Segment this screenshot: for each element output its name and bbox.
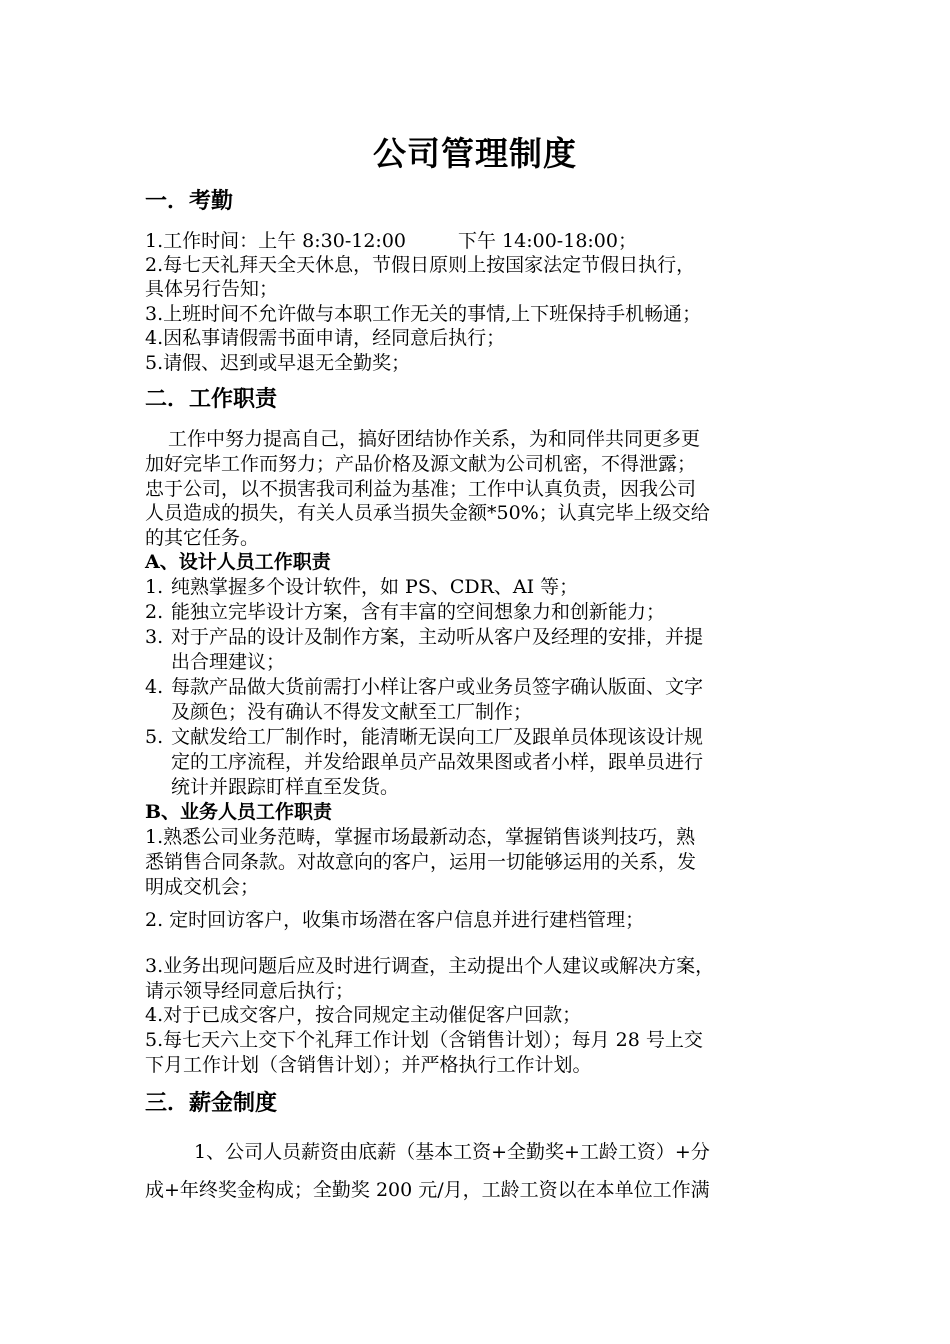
duties-paragraph-line-5: 的其它任务。	[145, 527, 260, 549]
sales-duty-1-line-2: 悉销售合同条款。对故意向的客户，运用一切能够运用的关系，发	[145, 851, 697, 873]
section-heading-salary: 三．薪金制度	[145, 1090, 278, 1116]
designer-duty-5-line-3: 统计并跟踪盯样直至发货。	[171, 776, 400, 798]
duties-paragraph-line-3: 忠于公司，以不损害我司利益为基准；工作中认真负责，因我公司	[145, 478, 697, 500]
sales-duty-4: 4.对于已成交客户，按合同规定主动催促客户回款；	[145, 1004, 582, 1026]
sales-duty-3-line-1: 3.业务出现问题后应及时进行调查，主动提出个人建议或解决方案，	[145, 955, 715, 977]
salary-paragraph-line-1: 1、公司人员薪资由底薪（基本工资+全勤奖+工龄工资）+分	[194, 1141, 710, 1163]
salary-paragraph-line-2: 成+年终奖金构成；全勤奖 200 元/月，工龄工资以在本单位工作满	[145, 1179, 710, 1201]
sales-duties-heading: B、业务人员工作职责	[145, 801, 333, 823]
sales-duty-2: 2. 定时回访客户，收集市场潜在客户信息并进行建档管理；	[145, 909, 645, 931]
document-title: 公司管理制度	[373, 134, 577, 173]
sales-duty-1-line-3: 明成交机会；	[145, 876, 260, 898]
attendance-item-3: 3.上班时间不允许做与本职工作无关的事情,上下班保持手机畅通；	[145, 303, 702, 325]
designer-duty-1: 1. 纯熟掌握多个设计软件，如 PS、CDR、AI 等；	[145, 576, 579, 598]
designer-duty-3-line-2: 出合理建议；	[171, 651, 286, 673]
attendance-item-1	[145, 226, 637, 253]
section-heading-attendance: 一．考勤	[145, 188, 234, 214]
designer-duties-heading: A、设计人员工作职责	[145, 551, 331, 573]
duties-paragraph-line-4: 人员造成的损失，有关人员承当损失金额*50%；认真完毕上级交给	[145, 502, 710, 524]
designer-duty-2: 2. 能独立完毕设计方案，含有丰富的空间想象力和创新能力；	[145, 601, 666, 623]
attendance-item-2-line-2: 具体另行告知；	[145, 278, 279, 300]
designer-duty-5-line-2: 定的工序流程，并发给跟单员产品效果图或者小样，跟单员进行	[171, 751, 704, 773]
designer-duty-4: 4. 每款产品做大货前需打小样让客户或业务员签字确认版面、文字	[145, 676, 704, 698]
sales-duty-3-line-2: 请示领导经同意后执行；	[145, 980, 355, 1002]
work-hours-afternoon: 下午 14:00-18:00；	[458, 230, 637, 252]
duties-paragraph-line-1: 工作中努力提高自己，搞好团结协作关系，为和同伴共同更多更	[168, 428, 701, 450]
sales-duty-5-line-2: 下月工作计划（含销售计划）；并严格执行工作计划。	[145, 1054, 592, 1076]
attendance-item-4: 4.因私事请假需书面申请，经同意后执行；	[145, 327, 506, 349]
designer-duty-5: 5. 文献发给工厂制作时，能清晰无误向工厂及跟单员体现该设计规	[145, 726, 704, 748]
designer-duty-3: 3. 对于产品的设计及制作方案，主动听从客户及经理的安排，并提	[145, 626, 704, 648]
sales-duty-1-line-1: 1.熟悉公司业务范畴，掌握市场最新动态，掌握销售谈判技巧，熟	[145, 826, 696, 848]
attendance-item-2-line-1: 2.每七天礼拜天全天休息，节假日原则上按国家法定节假日执行，	[145, 254, 696, 276]
designer-duty-4-line-2: 及颜色；没有确认不得发文献至工厂制作；	[171, 701, 533, 723]
attendance-item-5: 5.请假、迟到或早退无全勤奖；	[145, 352, 411, 374]
section-heading-duties: 二．工作职责	[145, 386, 278, 412]
duties-paragraph-line-2: 加好完毕工作而努力；产品价格及源文献为公司机密，不得泄露；	[145, 453, 697, 475]
sales-duty-5-line-1: 5.每七天六上交下个礼拜工作计划（含销售计划）；每月 28 号上交	[145, 1029, 703, 1051]
work-hours-morning: 1.工作时间：上午 8:30-12:00	[145, 230, 407, 252]
